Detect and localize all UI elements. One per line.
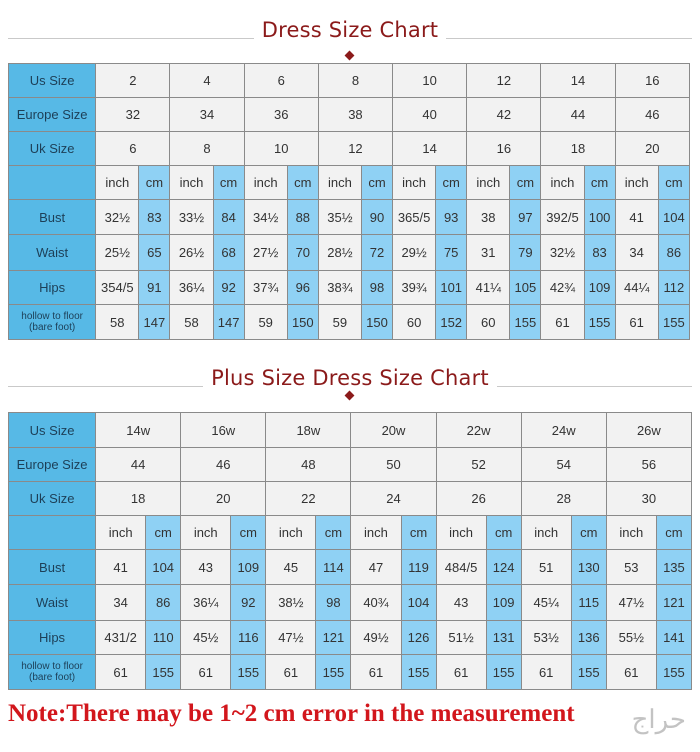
inch-value-cell: 41¼ bbox=[467, 271, 510, 305]
inch-value-cell: 45 bbox=[266, 550, 316, 585]
dress-uk-size-cell: 6 bbox=[96, 132, 170, 166]
cm-value-cell: 126 bbox=[401, 621, 436, 655]
inch-value-cell: 61 bbox=[96, 655, 146, 690]
dress-eu-size-cell: 36 bbox=[244, 98, 318, 132]
plus-uk-size-cell: 22 bbox=[266, 482, 351, 516]
unit-row-label bbox=[9, 166, 96, 200]
dress-us-size-cell: 2 bbox=[96, 64, 170, 98]
cm-value-cell: 155 bbox=[486, 655, 521, 690]
table-row bbox=[9, 305, 690, 340]
cm-value-cell: 96 bbox=[287, 271, 318, 305]
table-row bbox=[9, 621, 692, 655]
dress-uk-size-cell: 12 bbox=[318, 132, 392, 166]
inch-value-cell: 61 bbox=[541, 305, 584, 340]
dress-eu-size-cell: 40 bbox=[393, 98, 467, 132]
cm-value-cell: 155 bbox=[584, 305, 615, 340]
cm-value-cell: 88 bbox=[287, 200, 318, 235]
table-row bbox=[9, 64, 690, 98]
inch-value-cell: 32½ bbox=[96, 200, 139, 235]
dress-uk-size-cell: 20 bbox=[615, 132, 689, 166]
cm-value-cell: 75 bbox=[436, 235, 467, 271]
inch-value-cell: 61 bbox=[606, 655, 656, 690]
cm-value-cell: 112 bbox=[658, 271, 689, 305]
unit-cm-cell: cm bbox=[584, 166, 615, 200]
unit-cm-cell: cm bbox=[139, 166, 170, 200]
cm-value-cell: 155 bbox=[656, 655, 691, 690]
inch-value-cell: 41 bbox=[615, 200, 658, 235]
cm-value-cell: 109 bbox=[584, 271, 615, 305]
inch-value-cell: 49½ bbox=[351, 621, 401, 655]
cm-value-cell: 65 bbox=[139, 235, 170, 271]
unit-cm-cell: cm bbox=[146, 516, 181, 550]
inch-value-cell: 34 bbox=[615, 235, 658, 271]
plus-uk-size-cell: 18 bbox=[96, 482, 181, 516]
unit-inch-cell: inch bbox=[181, 516, 231, 550]
cm-value-cell: 83 bbox=[139, 200, 170, 235]
cm-value-cell: 84 bbox=[213, 200, 244, 235]
inch-value-cell: 53½ bbox=[521, 621, 571, 655]
row-label: Waist bbox=[9, 235, 96, 271]
inch-value-cell: 35½ bbox=[318, 200, 361, 235]
inch-value-cell: 39¾ bbox=[393, 271, 436, 305]
inch-value-cell: 61 bbox=[521, 655, 571, 690]
unit-cm-cell: cm bbox=[658, 166, 689, 200]
inch-value-cell: 59 bbox=[244, 305, 287, 340]
inch-value-cell: 354/5 bbox=[96, 271, 139, 305]
unit-cm-cell: cm bbox=[486, 516, 521, 550]
cm-value-cell: 104 bbox=[146, 550, 181, 585]
inch-value-cell: 61 bbox=[266, 655, 316, 690]
unit-inch-cell: inch bbox=[96, 166, 139, 200]
dress-eu-size-cell: 46 bbox=[615, 98, 689, 132]
dress-eu-size-cell: 44 bbox=[541, 98, 615, 132]
table-row bbox=[9, 448, 692, 482]
cm-value-cell: 98 bbox=[316, 585, 351, 621]
dress-us-size-cell: 8 bbox=[318, 64, 392, 98]
cm-value-cell: 136 bbox=[571, 621, 606, 655]
inch-value-cell: 28½ bbox=[318, 235, 361, 271]
dress-us-size-cell: 12 bbox=[467, 64, 541, 98]
row-label: Hips bbox=[9, 621, 96, 655]
inch-value-cell: 37¾ bbox=[244, 271, 287, 305]
cm-value-cell: 105 bbox=[510, 271, 541, 305]
dress-uk-size-cell: 14 bbox=[393, 132, 467, 166]
measurement-note: Note:There may be 1~2 cm error in the measurement bbox=[8, 700, 575, 727]
dress-uk-size-cell: 16 bbox=[467, 132, 541, 166]
unit-inch-cell: inch bbox=[467, 166, 510, 200]
inch-value-cell: 60 bbox=[393, 305, 436, 340]
cm-value-cell: 100 bbox=[584, 200, 615, 235]
plus-uk-size-cell: 26 bbox=[436, 482, 521, 516]
unit-inch-cell: inch bbox=[351, 516, 401, 550]
inch-value-cell: 25½ bbox=[96, 235, 139, 271]
row-label: hollow to floor (bare foot) bbox=[9, 305, 96, 340]
dress-us-size-cell: 6 bbox=[244, 64, 318, 98]
dress-us-size-cell: 14 bbox=[541, 64, 615, 98]
inch-value-cell: 58 bbox=[96, 305, 139, 340]
inch-value-cell: 53 bbox=[606, 550, 656, 585]
plus-eu-size-cell: 50 bbox=[351, 448, 436, 482]
dress-eu-size-cell: 38 bbox=[318, 98, 392, 132]
row-label: Europe Size bbox=[9, 448, 96, 482]
inch-value-cell: 60 bbox=[467, 305, 510, 340]
plus-eu-size-cell: 44 bbox=[96, 448, 181, 482]
cm-value-cell: 109 bbox=[486, 585, 521, 621]
cm-value-cell: 115 bbox=[571, 585, 606, 621]
cm-value-cell: 93 bbox=[436, 200, 467, 235]
cm-value-cell: 131 bbox=[486, 621, 521, 655]
inch-value-cell: 41 bbox=[96, 550, 146, 585]
inch-value-cell: 45¼ bbox=[521, 585, 571, 621]
row-label: Waist bbox=[9, 585, 96, 621]
plus-uk-size-cell: 24 bbox=[351, 482, 436, 516]
cm-value-cell: 79 bbox=[510, 235, 541, 271]
plus-us-size-cell: 16w bbox=[181, 413, 266, 448]
cm-value-cell: 135 bbox=[656, 550, 691, 585]
inch-value-cell: 47½ bbox=[606, 585, 656, 621]
unit-cm-cell: cm bbox=[361, 166, 392, 200]
cm-value-cell: 92 bbox=[231, 585, 266, 621]
inch-value-cell: 38½ bbox=[266, 585, 316, 621]
cm-value-cell: 152 bbox=[436, 305, 467, 340]
unit-cm-cell: cm bbox=[231, 516, 266, 550]
cm-value-cell: 86 bbox=[146, 585, 181, 621]
unit-row-label bbox=[9, 516, 96, 550]
dress-eu-size-cell: 34 bbox=[170, 98, 244, 132]
plus-eu-size-cell: 54 bbox=[521, 448, 606, 482]
unit-cm-cell: cm bbox=[316, 516, 351, 550]
table-row bbox=[9, 98, 690, 132]
cm-value-cell: 109 bbox=[231, 550, 266, 585]
unit-cm-cell: cm bbox=[510, 166, 541, 200]
unit-inch-cell: inch bbox=[244, 166, 287, 200]
plus-us-size-cell: 24w bbox=[521, 413, 606, 448]
inch-value-cell: 392/5 bbox=[541, 200, 584, 235]
chart1-title: Dress Size Chart bbox=[0, 18, 700, 42]
table-row bbox=[9, 235, 690, 271]
inch-value-cell: 58 bbox=[170, 305, 213, 340]
cm-value-cell: 97 bbox=[510, 200, 541, 235]
unit-inch-cell: inch bbox=[318, 166, 361, 200]
plus-eu-size-cell: 46 bbox=[181, 448, 266, 482]
inch-value-cell: 34½ bbox=[244, 200, 287, 235]
cm-value-cell: 104 bbox=[401, 585, 436, 621]
inch-value-cell: 44¼ bbox=[615, 271, 658, 305]
unit-cm-cell: cm bbox=[287, 166, 318, 200]
cm-value-cell: 147 bbox=[213, 305, 244, 340]
table-row bbox=[9, 166, 690, 200]
unit-inch-cell: inch bbox=[541, 166, 584, 200]
plus-us-size-cell: 18w bbox=[266, 413, 351, 448]
cm-value-cell: 155 bbox=[658, 305, 689, 340]
table-row bbox=[9, 516, 692, 550]
cm-value-cell: 68 bbox=[213, 235, 244, 271]
inch-value-cell: 484/5 bbox=[436, 550, 486, 585]
row-label: Us Size bbox=[9, 64, 96, 98]
inch-value-cell: 26½ bbox=[170, 235, 213, 271]
cm-value-cell: 121 bbox=[316, 621, 351, 655]
plus-us-size-cell: 22w bbox=[436, 413, 521, 448]
dress-us-size-cell: 10 bbox=[393, 64, 467, 98]
row-label: Hips bbox=[9, 271, 96, 305]
cm-value-cell: 155 bbox=[316, 655, 351, 690]
unit-inch-cell: inch bbox=[521, 516, 571, 550]
cm-value-cell: 116 bbox=[231, 621, 266, 655]
table-row bbox=[9, 132, 690, 166]
cm-value-cell: 124 bbox=[486, 550, 521, 585]
cm-value-cell: 155 bbox=[510, 305, 541, 340]
inch-value-cell: 51½ bbox=[436, 621, 486, 655]
dress-us-size-cell: 16 bbox=[615, 64, 689, 98]
unit-inch-cell: inch bbox=[96, 516, 146, 550]
row-label: Europe Size bbox=[9, 98, 96, 132]
plus-us-size-cell: 20w bbox=[351, 413, 436, 448]
inch-value-cell: 47 bbox=[351, 550, 401, 585]
unit-cm-cell: cm bbox=[401, 516, 436, 550]
plus-uk-size-cell: 30 bbox=[606, 482, 691, 516]
unit-cm-cell: cm bbox=[571, 516, 606, 550]
dress-eu-size-cell: 42 bbox=[467, 98, 541, 132]
unit-inch-cell: inch bbox=[615, 166, 658, 200]
row-label: Us Size bbox=[9, 413, 96, 448]
inch-value-cell: 45½ bbox=[181, 621, 231, 655]
row-label: hollow to floor (bare foot) bbox=[9, 655, 96, 690]
inch-value-cell: 32½ bbox=[541, 235, 584, 271]
inch-value-cell: 42¾ bbox=[541, 271, 584, 305]
chart2-header bbox=[0, 358, 700, 398]
cm-value-cell: 90 bbox=[361, 200, 392, 235]
unit-inch-cell: inch bbox=[436, 516, 486, 550]
cm-value-cell: 70 bbox=[287, 235, 318, 271]
inch-value-cell: 47½ bbox=[266, 621, 316, 655]
inch-value-cell: 33½ bbox=[170, 200, 213, 235]
cm-value-cell: 83 bbox=[584, 235, 615, 271]
cm-value-cell: 72 bbox=[361, 235, 392, 271]
row-label: Bust bbox=[9, 200, 96, 235]
cm-value-cell: 130 bbox=[571, 550, 606, 585]
row-label: Uk Size bbox=[9, 132, 96, 166]
row-label: Bust bbox=[9, 550, 96, 585]
unit-cm-cell: cm bbox=[436, 166, 467, 200]
cm-value-cell: 104 bbox=[658, 200, 689, 235]
cm-value-cell: 98 bbox=[361, 271, 392, 305]
plus-eu-size-cell: 52 bbox=[436, 448, 521, 482]
inch-value-cell: 61 bbox=[615, 305, 658, 340]
plus-us-size-cell: 26w bbox=[606, 413, 691, 448]
inch-value-cell: 38 bbox=[467, 200, 510, 235]
plus-uk-size-cell: 28 bbox=[521, 482, 606, 516]
inch-value-cell: 43 bbox=[181, 550, 231, 585]
table-row bbox=[9, 585, 692, 621]
chart2-title: Plus Size Dress Size Chart bbox=[0, 366, 700, 390]
dress-uk-size-cell: 18 bbox=[541, 132, 615, 166]
inch-value-cell: 40¾ bbox=[351, 585, 401, 621]
chart1-header bbox=[0, 10, 700, 50]
dress-us-size-cell: 4 bbox=[170, 64, 244, 98]
plus-size-table bbox=[8, 412, 692, 690]
cm-value-cell: 155 bbox=[571, 655, 606, 690]
cm-value-cell: 150 bbox=[287, 305, 318, 340]
inch-value-cell: 29½ bbox=[393, 235, 436, 271]
cm-value-cell: 91 bbox=[139, 271, 170, 305]
unit-cm-cell: cm bbox=[213, 166, 244, 200]
unit-inch-cell: inch bbox=[393, 166, 436, 200]
inch-value-cell: 51 bbox=[521, 550, 571, 585]
diamond-ornament bbox=[345, 391, 355, 401]
dress-eu-size-cell: 32 bbox=[96, 98, 170, 132]
row-label: Uk Size bbox=[9, 482, 96, 516]
cm-value-cell: 101 bbox=[436, 271, 467, 305]
cm-value-cell: 141 bbox=[656, 621, 691, 655]
inch-value-cell: 36¼ bbox=[170, 271, 213, 305]
cm-value-cell: 92 bbox=[213, 271, 244, 305]
table-row bbox=[9, 655, 692, 690]
inch-value-cell: 61 bbox=[436, 655, 486, 690]
table-row bbox=[9, 482, 692, 516]
watermark-logo: حراج bbox=[631, 704, 686, 734]
inch-value-cell: 38¾ bbox=[318, 271, 361, 305]
unit-inch-cell: inch bbox=[606, 516, 656, 550]
unit-inch-cell: inch bbox=[266, 516, 316, 550]
plus-us-size-cell: 14w bbox=[96, 413, 181, 448]
cm-value-cell: 147 bbox=[139, 305, 170, 340]
cm-value-cell: 155 bbox=[146, 655, 181, 690]
table-row bbox=[9, 271, 690, 305]
cm-value-cell: 155 bbox=[401, 655, 436, 690]
cm-value-cell: 86 bbox=[658, 235, 689, 271]
table-row bbox=[9, 200, 690, 235]
inch-value-cell: 61 bbox=[351, 655, 401, 690]
inch-value-cell: 365/5 bbox=[393, 200, 436, 235]
table-row bbox=[9, 413, 692, 448]
inch-value-cell: 431/2 bbox=[96, 621, 146, 655]
inch-value-cell: 27½ bbox=[244, 235, 287, 271]
inch-value-cell: 43 bbox=[436, 585, 486, 621]
inch-value-cell: 36¼ bbox=[181, 585, 231, 621]
inch-value-cell: 55½ bbox=[606, 621, 656, 655]
inch-value-cell: 61 bbox=[181, 655, 231, 690]
inch-value-cell: 34 bbox=[96, 585, 146, 621]
cm-value-cell: 119 bbox=[401, 550, 436, 585]
dress-uk-size-cell: 10 bbox=[244, 132, 318, 166]
cm-value-cell: 114 bbox=[316, 550, 351, 585]
cm-value-cell: 121 bbox=[656, 585, 691, 621]
plus-eu-size-cell: 48 bbox=[266, 448, 351, 482]
unit-inch-cell: inch bbox=[170, 166, 213, 200]
inch-value-cell: 59 bbox=[318, 305, 361, 340]
dress-uk-size-cell: 8 bbox=[170, 132, 244, 166]
plus-uk-size-cell: 20 bbox=[181, 482, 266, 516]
unit-cm-cell: cm bbox=[656, 516, 691, 550]
plus-eu-size-cell: 56 bbox=[606, 448, 691, 482]
table-row bbox=[9, 550, 692, 585]
cm-value-cell: 150 bbox=[361, 305, 392, 340]
dress-size-table bbox=[8, 63, 690, 340]
inch-value-cell: 31 bbox=[467, 235, 510, 271]
cm-value-cell: 110 bbox=[146, 621, 181, 655]
cm-value-cell: 155 bbox=[231, 655, 266, 690]
diamond-ornament bbox=[345, 51, 355, 61]
